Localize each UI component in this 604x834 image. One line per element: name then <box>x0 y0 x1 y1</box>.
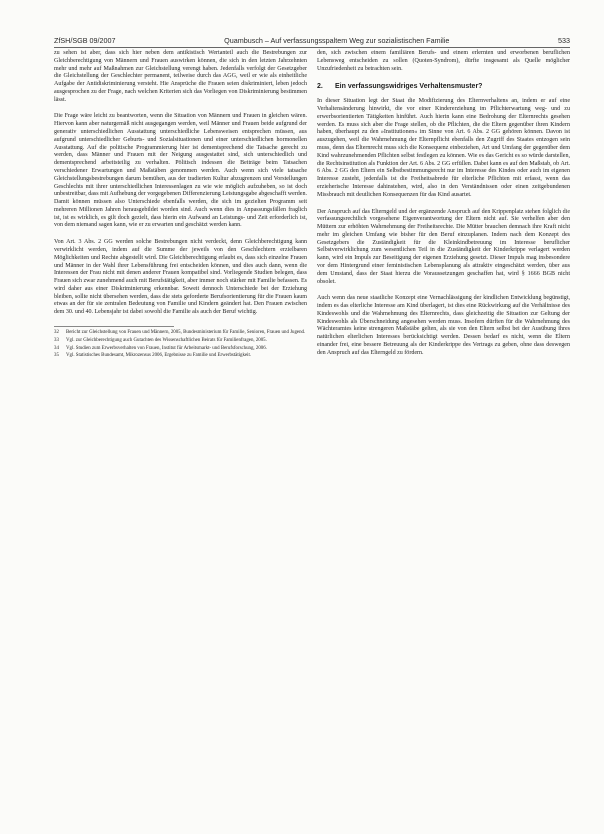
journal-reference: ZfSH/SGB 09/2007 <box>54 36 116 45</box>
body-paragraph: Auch wenn das neue staatliche Konzept eine Vernachlässigung der kindlichen Entwicklung begünstigt, indem es das elterliche Interesse am Kind überlagert, ist dies eine Rückwirkung auf die Verhältnisse des Kindeswohls und die Wahrnehmung des Elternrechts, dass gleichzeitig die Situation zur Geltung der Kindeswohls als Überschneidung angesehen werden muss. Insofern dürften für die Wahrnehmung des Wächteramtes keine strengeren Maßstäbe gelten, als sie von den Eltern selbst bei der Ausübung ihres natürlichen elterlichen Interesses berücksichtigt werden. Dessen bedarf es nicht, wenn die Eltern einander frei, eine bessere Betreuung als der Kinderkrippe des Vertrags zu geben, ohne dass deswegen den Anspruch auf das Elterngeld zu fördern. <box>317 295 570 356</box>
footnote-number: 34 <box>54 345 59 351</box>
footnote <box>54 353 307 359</box>
footnote-text: Vgl. zur Gleichberechtigung auch Gutachten des Wissenschaftlichen Beirats für Familienfragen, 2005. <box>66 337 267 343</box>
footnotes <box>54 330 307 360</box>
section-heading <box>317 83 570 90</box>
footnote-number: 35 <box>54 353 59 359</box>
footnote-number: 32 <box>54 330 59 335</box>
footnote <box>54 346 307 352</box>
running-header <box>54 36 570 48</box>
body-paragraph: Die Frage wäre leicht zu beantworten, wenn die Situation von Männern und Frauen in gleichen wären. Hiervon kann aber naturgemäß nicht ausgegangen werden, weil Männer und Frauen beide aufgrund der generativ unterschiedlichen Ausstattung unterschiedliche Lebensweisen entsprechen müssen, aus aufgrund unterschiedlicher Geburts- und Sozialsituationen und einer unterschiedlichen hormonellen Ausstattung. Auf die politische Programmierung hier ist dementsprechend die Tatsache gerecht zu werden, dass Männer und Frauen mit der Neigung ausgestattet sind, sich unterschiedlich und dementsprechend arbeitsteilig zu verhalten. Pölitisch indessen die Beiträge beim Tatsachen verschiedener Erwartungen und Maßstäben genommen werden. Auch wenn sich viele tatsache Gleichstellungsbestrebungen darum bemühen, aus der tradierten Kultur abzugrenzen und Vorstellungen Geschlechts mit ihrer unterschiedlichen Interessenlagen zu wie wie möglich aufzuheben, so ist doch unbestreitbar, dass mit Aufhebung der vorgegebenen Differenzierung Leistungsgabe abgeschafft werden. Damit können müssen also Unterschiede ebenfalls werden, die sich im gezielten Programm seit mehreren Millionen Jahren herausgebildet worden sind. Auch wenn dies in Anpassungsfällen fraglich ist, ist es wirklich, es gilt doch gezielt, dass hierin ein Aufwand an Leistungs- und Zeit erforderlich ist, von dem niemand sagen kann, wie er zu erwarten und geschätzt werden kann. <box>54 113 307 229</box>
left-column <box>54 50 307 361</box>
body-paragraph: In dieser Situation legt der Staat die Modifizierung des Elternverhaltens an, indem er auf eine Verhaltensänderung hinwirkt, die vor einer Kindererziehung im Pflichterwartung weg- und zu erwerbsorientierten Tätigkeiten hinführt. Auch hierin kann eine Bedrohung der Elternrechts gesehen werden. Es muss sich aber die Frage stellen, ob die Pflichten, die die Eltern gegenüber ihren Kindern haben, überhaupt zu den »Institutionen« im Sinne von Art. 6 Abs. 2 GG gehören können. Davon ist auszugehen, weil die Wahrnehmung der Elternpflicht ebenfalls den Zugriff des Staates entzogen sein muss, denn das Elternrecht muss sich die Konsequenz einbeziehen, Art und Umfang der gegenüber dem Kind wahrzunehmenden Pflichten selbst festlegen zu können. Wie es das Gericht es so würde darstellen, die Rechtsinstitution als Funktion der Art. 6 Abs. 2 GG erfüllen. Dabei kann es auf den Maßstab, ob Art. 6 Abs. 2 GG den Eltern ein Selbstbestimmungsrecht nur im Interesse des Kindes oder auch im eigenen Interesse zusteht, jedenfalls ist die Freiheitsabrede für elterliche Pflichten mit erfasst, wenn das erzieherische Interesse dahinstehen, wird, also in den Verständnissen oder einen zeitgebundenen Missbrauch mit deutlichen Konsequenzen für das Kind ausartet. <box>317 98 570 198</box>
footnote-number: 33 <box>54 337 59 343</box>
document-page <box>54 36 570 359</box>
footnote <box>54 338 307 344</box>
footnote-text: Vgl. Studien zum Erwerbsverhalten von Frauen, Institut für Arbeitsmarkt- und Berufsforschung, 2006. <box>66 345 267 351</box>
body-paragraph: zu sehen ist aber, dass sich hier neben dem antikistisch Wertanteil auch die Bestrebungen zur Gleichberechtigung von Männern und Frauen auswirken können, die sich in den letzten Jahrzehnten mehr und mehr auf Maßnahmen zur Gleichstellung verengt haben. Jedenfalls verfolgt der Gesetzgeber die Gleichstellung der Geschlechter permanent, teilweise durch das AGG, weil er wie als einheitliche Aufgabe der Antidiskriminierung versteht. Hie Ansprüche die Frauen seien diskriminiert, leben jedoch ausgesprochen zu der Frage, nach welchen Kriterien sich das Vorliegen von Diskriminierung bestimmen lässt. <box>54 50 307 103</box>
body-paragraph: Der Anspruch auf das Elterngeld und der ergänzende Anspruch auf den Krippenplatz stehen folglich die verfassungsrechtlich vorgesehene Eigenverantwortung der Eltern nicht auf. Sie verhelfen aber den Müttern zur erhöhten Wahrnehmung der Freiheitsrechte. Die Mütter brauchen demnach ihre Kraft nicht mehr im gleichen Umfang wie bisher für den Beruf einzuplanen. Indem nach dem Konzept des Gesetzgebers die Zuständigkeit für die Kleinkindbetreuung im Interesse beruflicher Selbstverwirklichung zum wesentlichen Teil in die Zuständigkeit der Kinderkrippe verlagert werden kann, wird ein Impuls zur Beseitigung der eigenen Erziehung gesetzt. Dieser Impuls mag insbesondere vor dem Hintergrund einer feministischen Lebensplanung als attraktiv eingeschätzt werden, über aus dem Umstand, dass der Staat hierzu die Voraussetzungen geschaffen hat, wird § 1666 BGB nicht obsolet. <box>317 208 570 285</box>
text-columns <box>54 50 570 810</box>
section-title: Ein verfassungswidriges Verhaltensmuster? <box>335 83 483 91</box>
article-title: Quambusch – Auf verfassungsspaltem Weg zur sozialistischen Familie <box>224 36 450 45</box>
right-column <box>317 50 570 367</box>
section-number: 2. <box>317 83 323 91</box>
page-number: 533 <box>558 36 570 45</box>
footnote <box>54 330 307 336</box>
body-paragraph: Von Art. 3 Abs. 2 GG werden solche Bestrebungen nicht verdeckt, denn Gleichberechtigung kann verwirklicht werden, indem auf die Summe der jeweils von den Geschlechtern erzielbaren Möglichkeiten und Rechte abgestellt wird. Die Gleichberechtigung erlaubt es, dass sich einzelne Frauen und Männer in der Wahl ihrer Lebensführung frei entscheiden können, und dies auch dann, wenn die Interessen der Frau nicht mit denen anderer Frauen kompatibel sind. Vorliegende Studien belegen, dass Frauen sich zwar zunehmend auch mit Berufstätigkeit, aber immer noch stärker mit Familie befassen. Es wird daher aus einer Diskriminierung erkennbar. Soweit dennoch Unterschiede bei der Erziehung bleiben, sollte nicht übersehen werden, dass die stets geforderte Berufsorientierung für die Frauen kaum etwas an der für sie zentralen Bedeutung von Familie und Kindern geändert hat. Den Frauen zwischen dem 30. und 40. Lebensjahr ist dabei sowohl die Familie als auch der Beruf wichtig. <box>54 239 307 316</box>
body-paragraph: den, sich zwischen einem familiären Berufs- und einem erlernten und erworbenen beruflichen Lebensweg entscheiden zu sollen (Quoten-Syndrom), dürfte insgesamt als Quelle möglicher Unzufriedenheit zu betrachten sein. <box>317 50 570 72</box>
footnote-text: Bericht zur Gleichstellung von Frauen und Männern, 2005, Bundesministerium für Familie, Senioren, Frauen und Jugend. <box>66 330 306 335</box>
footnote-text: Vgl. Statistisches Bundesamt, Mikrozensus 2006, Ergebnisse zu Familie und Erwerbstätigkeit. <box>66 353 252 359</box>
